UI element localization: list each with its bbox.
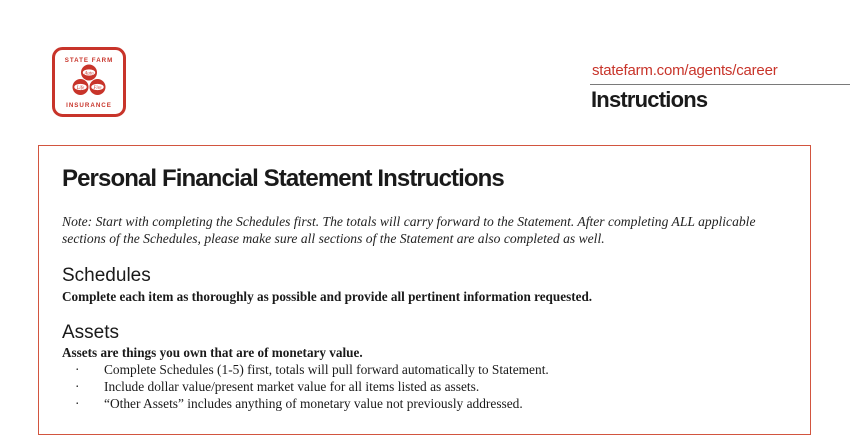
bullet-text: “Other Assets” includes anything of monetary value not previously addressed.	[104, 396, 523, 411]
page-title: Instructions	[591, 87, 708, 112]
assets-description: Assets are things you own that are of monetary value.	[62, 345, 363, 360]
assets-heading: Assets	[62, 322, 120, 343]
bullet-text: Complete Schedules (1-5) first, totals will pull forward automatically to Statement.	[104, 362, 549, 377]
svg-text:Life: Life	[76, 85, 85, 91]
career-url-link[interactable]: statefarm.com/agents/career	[592, 62, 778, 79]
schedules-heading: Schedules	[62, 265, 151, 286]
bullet-marker: ·	[75, 362, 80, 377]
bullet-marker: ·	[75, 396, 80, 411]
instructions-note: Note: Start with completing the Schedules first. The totals will carry forward to the Statement. After completing ALL applicable sections of the Schedules, please make sure all sections of the Statement are also completed as well.	[62, 214, 756, 246]
schedules-description: Complete each item as thoroughly as possible and provide all pertinent information requested.	[62, 289, 593, 304]
svg-text:STATE FARM: STATE FARM	[64, 57, 114, 64]
svg-text:Auto: Auto	[84, 71, 94, 77]
svg-text:INSURANCE: INSURANCE	[66, 102, 112, 109]
bullet-marker: ·	[75, 379, 80, 394]
document-title: Personal Financial Statement Instructions	[62, 165, 504, 192]
header-divider	[590, 84, 850, 85]
state-farm-logo	[52, 47, 126, 117]
svg-text:Fire: Fire	[93, 85, 102, 91]
bullet-text: Include dollar value/present market value for all items listed as assets.	[104, 379, 480, 394]
